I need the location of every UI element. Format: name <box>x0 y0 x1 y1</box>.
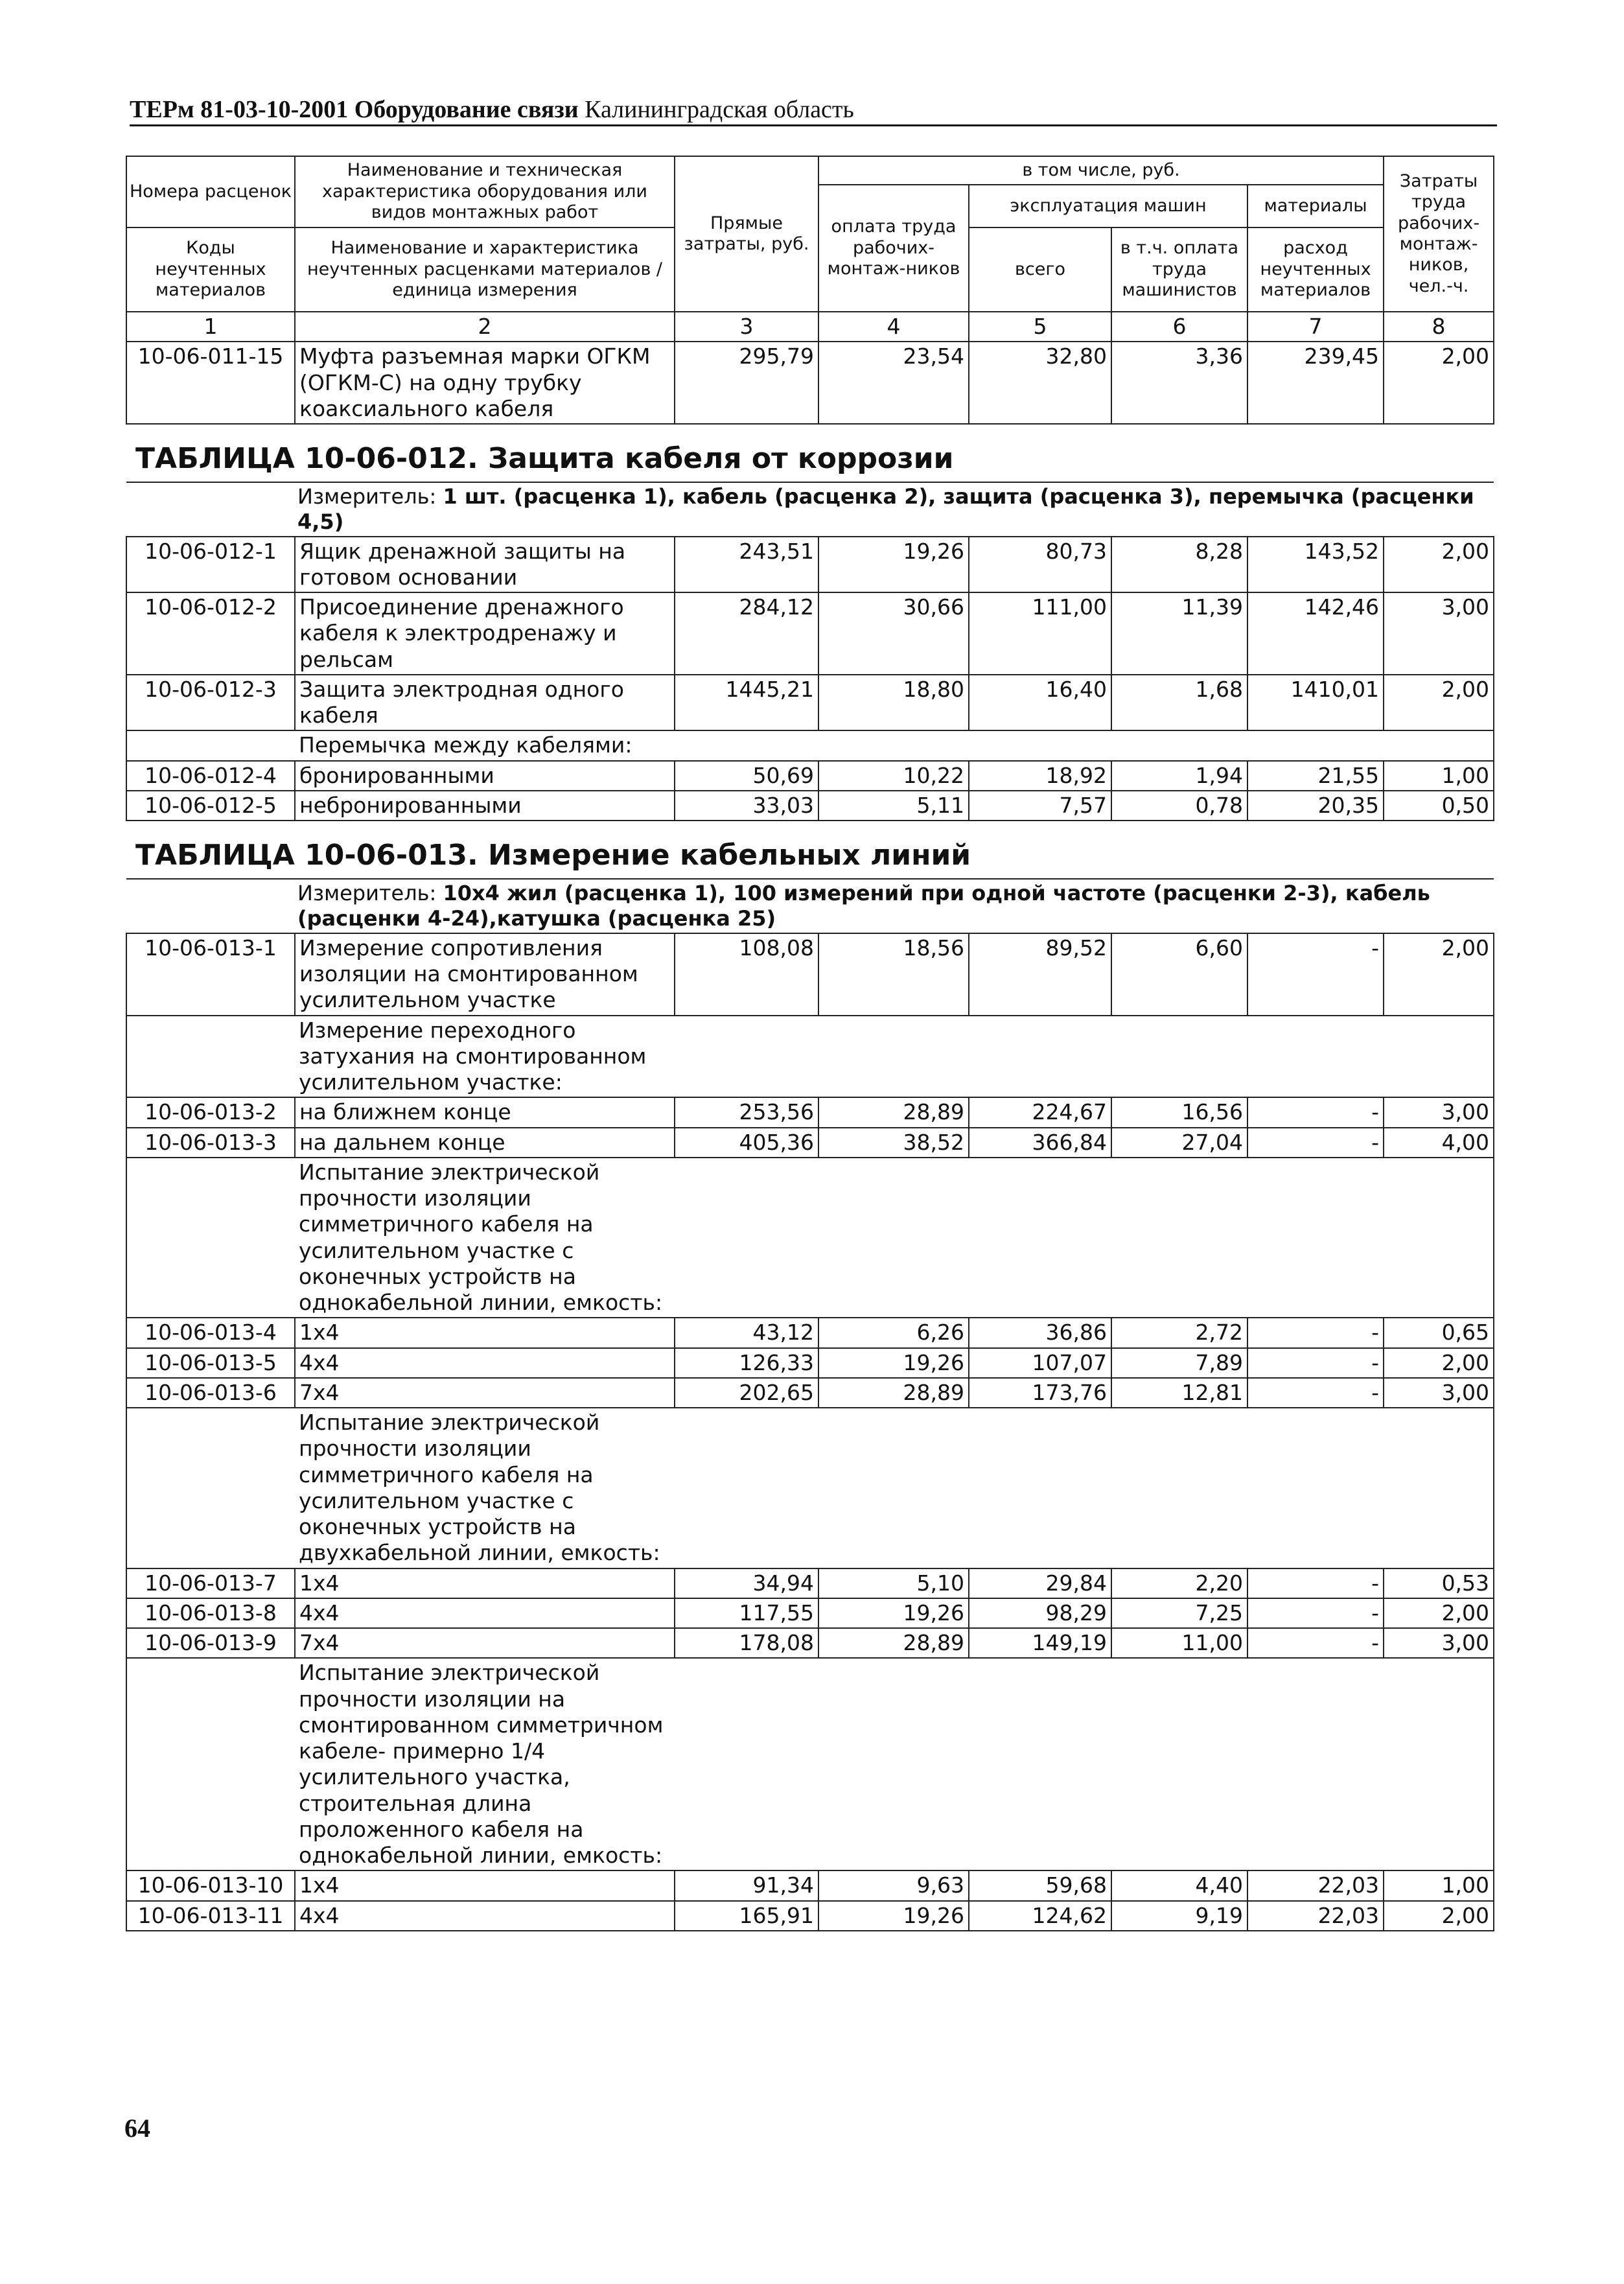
machine-cost: 149,19 <box>969 1628 1111 1658</box>
material-cost: - <box>1247 933 1384 1016</box>
table-row <box>126 761 1494 791</box>
labor-cost: 5,11 <box>818 791 969 821</box>
empty-cell <box>126 730 295 760</box>
work-name: 1х4 <box>295 1568 675 1598</box>
empty-cell <box>126 1016 295 1098</box>
col-oplata-header: оплата труда рабочих-монтаж-ников <box>818 185 969 312</box>
machine-cost: 29,84 <box>969 1568 1111 1598</box>
col-num: 3 <box>675 312 818 342</box>
material-cost: - <box>1247 1128 1384 1158</box>
table-row <box>126 1901 1494 1931</box>
table-row <box>126 1097 1494 1127</box>
labor-hours: 0,53 <box>1384 1568 1494 1598</box>
direct-cost: 165,91 <box>675 1901 818 1931</box>
labor-hours: 4,00 <box>1384 1128 1494 1158</box>
material-cost: 21,55 <box>1247 761 1384 791</box>
direct-cost: 284,12 <box>675 592 818 675</box>
col-ekspl-header: эксплуатация машин <box>969 185 1247 227</box>
work-name: небронированными <box>295 791 675 821</box>
table-row <box>126 1128 1494 1158</box>
machine-cost: 98,29 <box>969 1598 1111 1628</box>
col-kody-header: Коды неучтенных материалов <box>126 227 295 312</box>
labor-cost: 19,26 <box>818 1348 969 1378</box>
machinist-cost: 7,25 <box>1111 1598 1247 1628</box>
labor-cost: 28,89 <box>818 1628 969 1658</box>
direct-cost: 33,03 <box>675 791 818 821</box>
rate-code: 10-06-011-15 <box>126 342 295 424</box>
work-name: бронированными <box>295 761 675 791</box>
col-num: 7 <box>1247 312 1384 342</box>
empty-cell <box>126 1158 295 1318</box>
material-cost: - <box>1247 1318 1384 1347</box>
group-label-row <box>126 1658 1494 1870</box>
machine-cost: 89,52 <box>969 933 1111 1016</box>
measure-label: Измеритель: <box>297 484 443 509</box>
group-label-row <box>126 1158 1494 1318</box>
direct-cost: 34,94 <box>675 1568 818 1598</box>
region-name: Калининградская область <box>585 96 854 123</box>
column-numbers-row <box>126 312 1494 342</box>
table-row <box>126 933 1494 1016</box>
labor-cost: 19,26 <box>818 1598 969 1628</box>
material-cost: - <box>1247 1568 1384 1598</box>
labor-hours: 1,00 <box>1384 761 1494 791</box>
work-name: 1х4 <box>295 1870 675 1900</box>
col-nomera-header: Номера расценок <box>126 156 295 227</box>
machinist-cost: 11,39 <box>1111 592 1247 675</box>
material-cost: 1410,01 <box>1247 675 1384 731</box>
rate-code: 10-06-012-1 <box>126 537 295 593</box>
table-row <box>126 1628 1494 1658</box>
labor-cost: 9,63 <box>818 1870 969 1900</box>
labor-cost: 18,56 <box>818 933 969 1016</box>
labor-cost: 19,26 <box>818 537 969 593</box>
rate-code: 10-06-013-7 <box>126 1568 295 1598</box>
machine-cost: 111,00 <box>969 592 1111 675</box>
machinist-cost: 2,20 <box>1111 1568 1247 1598</box>
work-name: на ближнем конце <box>295 1097 675 1127</box>
labor-hours: 0,50 <box>1384 791 1494 821</box>
machine-cost: 107,07 <box>969 1348 1111 1378</box>
material-cost: 143,52 <box>1247 537 1384 593</box>
machinist-cost: 0,78 <box>1111 791 1247 821</box>
direct-cost: 243,51 <box>675 537 818 593</box>
material-cost: - <box>1247 1598 1384 1628</box>
material-cost: - <box>1247 1097 1384 1127</box>
direct-cost: 117,55 <box>675 1598 818 1628</box>
table-row <box>126 592 1494 675</box>
group-label: Испытание электрической прочности изоляции симметричного кабеля на усилительном участке с оконечных устройств на однокабельной линии, емкость: <box>299 1159 663 1316</box>
rate-code: 10-06-013-3 <box>126 1128 295 1158</box>
page-number: 64 <box>124 2114 150 2143</box>
direct-cost: 405,36 <box>675 1128 818 1158</box>
group-label: Перемычка между кабелями: <box>299 732 632 758</box>
rate-code: 10-06-013-9 <box>126 1628 295 1658</box>
empty-cell <box>126 1658 295 1870</box>
table-row <box>126 1378 1494 1408</box>
labor-hours: 2,00 <box>1384 933 1494 1016</box>
empty-cell <box>126 1408 295 1568</box>
material-cost: 142,46 <box>1247 592 1384 675</box>
machine-cost: 80,73 <box>969 537 1111 593</box>
measure-row <box>126 482 1494 537</box>
rate-code: 10-06-013-5 <box>126 1348 295 1378</box>
work-name: Муфта разъемная марки ОГКМ (ОГКМ-С) на одну трубку коаксиального кабеля <box>295 342 675 424</box>
labor-hours: 3,00 <box>1384 592 1494 675</box>
work-name: Измерение сопротивления изоляции на смонтированном усилительном участке <box>295 933 675 1016</box>
work-name: 1х4 <box>295 1318 675 1347</box>
table-row <box>126 1870 1494 1900</box>
rate-code: 10-06-013-8 <box>126 1598 295 1628</box>
machinist-cost: 16,56 <box>1111 1097 1247 1127</box>
table-row <box>126 342 1494 424</box>
table-row <box>126 1598 1494 1628</box>
material-cost: 20,35 <box>1247 791 1384 821</box>
table-row <box>126 1318 1494 1347</box>
rate-code: 10-06-013-4 <box>126 1318 295 1347</box>
machine-cost: 7,57 <box>969 791 1111 821</box>
rate-code: 10-06-012-5 <box>126 791 295 821</box>
table-row <box>126 537 1494 593</box>
work-name: Защита электродная одного кабеля <box>295 675 675 731</box>
measure-row <box>126 879 1494 933</box>
col-vtom-header: в том числе, руб. <box>818 156 1384 185</box>
direct-cost: 91,34 <box>675 1870 818 1900</box>
labor-cost: 28,89 <box>818 1097 969 1127</box>
machine-cost: 366,84 <box>969 1128 1111 1158</box>
work-name: 4х4 <box>295 1598 675 1628</box>
machinist-cost: 27,04 <box>1111 1128 1247 1158</box>
labor-cost: 23,54 <box>818 342 969 424</box>
table-row <box>126 791 1494 821</box>
material-cost: - <box>1247 1348 1384 1378</box>
rate-code: 10-06-013-2 <box>126 1097 295 1127</box>
measure-value: 10х4 жил (расценка 1), 100 измерений при одной частоте (расценки 2-3), кабель (расценки 4-24),катушка (расценка 25) <box>297 880 1430 931</box>
rate-code: 10-06-012-4 <box>126 761 295 791</box>
machine-cost: 59,68 <box>969 1870 1111 1900</box>
material-cost: - <box>1247 1628 1384 1658</box>
rate-code: 10-06-012-3 <box>126 675 295 731</box>
machinist-cost: 4,40 <box>1111 1870 1247 1900</box>
labor-hours: 2,00 <box>1384 342 1494 424</box>
group-label: Измерение переходного затухания на смонтированном усилительном участке: <box>299 1017 647 1095</box>
labor-cost: 18,80 <box>818 675 969 731</box>
machine-cost: 36,86 <box>969 1318 1111 1347</box>
machinist-cost: 11,00 <box>1111 1628 1247 1658</box>
labor-hours: 2,00 <box>1384 1598 1494 1628</box>
direct-cost: 108,08 <box>675 933 818 1016</box>
labor-cost: 10,22 <box>818 761 969 791</box>
rate-code: 10-06-013-11 <box>126 1901 295 1931</box>
col-naim1-header: Наименование и техническая характеристика оборудования или видов монтажных работ <box>295 156 675 227</box>
work-name: 7х4 <box>295 1378 675 1408</box>
labor-hours: 3,00 <box>1384 1378 1494 1408</box>
labor-hours: 3,00 <box>1384 1097 1494 1127</box>
machine-cost: 32,80 <box>969 342 1111 424</box>
labor-cost: 19,26 <box>818 1901 969 1931</box>
machinist-cost: 1,68 <box>1111 675 1247 731</box>
machine-cost: 124,62 <box>969 1901 1111 1931</box>
machinist-cost: 8,28 <box>1111 537 1247 593</box>
price-table <box>126 156 1494 1931</box>
machine-cost: 224,67 <box>969 1097 1111 1127</box>
machinist-cost: 12,81 <box>1111 1378 1247 1408</box>
table-title-row <box>126 821 1494 879</box>
work-name: на дальнем конце <box>295 1128 675 1158</box>
work-name: 4х4 <box>295 1901 675 1931</box>
direct-cost: 202,65 <box>675 1378 818 1408</box>
work-name: Присоединение дренажного кабеля к электродренажу и рельсам <box>295 592 675 675</box>
col-zatraty-header: Затраты труда рабочих-монтаж-ников, чел.-ч. <box>1384 156 1494 312</box>
group-label-row <box>126 730 1494 760</box>
group-label: Испытание электрической прочности изоляции на смонтированном симметричном кабеле- примерно 1/4 усилительного участка, строительная длина проложенного кабеля на однокабельной линии, емкость: <box>299 1660 664 1869</box>
col-vsego-header: всего <box>969 227 1111 312</box>
table-title-row <box>126 424 1494 482</box>
col-num: 1 <box>126 312 295 342</box>
machinist-cost: 6,60 <box>1111 933 1247 1016</box>
direct-cost: 178,08 <box>675 1628 818 1658</box>
machinist-cost: 2,72 <box>1111 1318 1247 1347</box>
rate-code: 10-06-013-10 <box>126 1870 295 1900</box>
group-label-row <box>126 1016 1494 1098</box>
machinist-cost: 7,89 <box>1111 1348 1247 1378</box>
col-vtch-header: в т.ч. оплата труда машинистов <box>1111 227 1247 312</box>
col-num: 8 <box>1384 312 1494 342</box>
material-cost: 239,45 <box>1247 342 1384 424</box>
machinist-cost: 9,19 <box>1111 1901 1247 1931</box>
machinist-cost: 1,94 <box>1111 761 1247 791</box>
labor-hours: 2,00 <box>1384 675 1494 731</box>
machine-cost: 173,76 <box>969 1378 1111 1408</box>
labor-hours: 2,00 <box>1384 537 1494 593</box>
labor-hours: 1,00 <box>1384 1870 1494 1900</box>
labor-cost: 30,66 <box>818 592 969 675</box>
group-label: Испытание электрической прочности изоляции симметричного кабеля на усилительном участке с оконечных устройств на двухкабельной линии, емкость: <box>299 1410 660 1566</box>
page-header <box>130 96 1497 126</box>
table-title: ТАБЛИЦА 10-06-013. Измерение кабельных линий <box>126 821 1494 879</box>
col-mater-header: материалы <box>1247 185 1384 227</box>
rate-code: 10-06-013-1 <box>126 933 295 1016</box>
labor-cost: 6,26 <box>818 1318 969 1347</box>
col-num: 6 <box>1111 312 1247 342</box>
col-num: 5 <box>969 312 1111 342</box>
machinist-cost: 3,36 <box>1111 342 1247 424</box>
col-pryamye-header: Прямые затраты, руб. <box>675 156 818 312</box>
work-name: 4х4 <box>295 1348 675 1378</box>
machine-cost: 16,40 <box>969 675 1111 731</box>
col-num: 2 <box>295 312 675 342</box>
table-row <box>126 1348 1494 1378</box>
direct-cost: 253,56 <box>675 1097 818 1127</box>
col-num: 4 <box>818 312 969 342</box>
labor-cost: 38,52 <box>818 1128 969 1158</box>
labor-hours: 3,00 <box>1384 1628 1494 1658</box>
labor-hours: 2,00 <box>1384 1901 1494 1931</box>
rate-code: 10-06-013-6 <box>126 1378 295 1408</box>
machine-cost: 18,92 <box>969 761 1111 791</box>
direct-cost: 50,69 <box>675 761 818 791</box>
direct-cost: 1445,21 <box>675 675 818 731</box>
measure-label: Измеритель: <box>297 880 443 905</box>
labor-cost: 28,89 <box>818 1378 969 1408</box>
direct-cost: 295,79 <box>675 342 818 424</box>
col-naim2-header: Наименование и характеристика неучтенных расценками материалов / единица измерения <box>295 227 675 312</box>
labor-hours: 2,00 <box>1384 1348 1494 1378</box>
table-title: ТАБЛИЦА 10-06-012. Защита кабеля от коррозии <box>126 424 1494 482</box>
material-cost: 22,03 <box>1247 1870 1384 1900</box>
material-cost: 22,03 <box>1247 1901 1384 1931</box>
rate-code: 10-06-012-2 <box>126 592 295 675</box>
labor-hours: 0,65 <box>1384 1318 1494 1347</box>
direct-cost: 126,33 <box>675 1348 818 1378</box>
col-rashod-header: расход неучтенных материалов <box>1247 227 1384 312</box>
table-row <box>126 675 1494 731</box>
document-code: ТЕРм 81-03-10-2001 Оборудование связи <box>130 96 579 123</box>
table-row <box>126 1568 1494 1598</box>
work-name: Ящик дренажной защиты на готовом основании <box>295 537 675 593</box>
group-label-row <box>126 1408 1494 1568</box>
material-cost: - <box>1247 1378 1384 1408</box>
measure-value: 1 шт. (расценка 1), кабель (расценка 2), защита (расценка 3), перемычка (расценки 4,5) <box>297 484 1474 534</box>
work-name: 7х4 <box>295 1628 675 1658</box>
labor-cost: 5,10 <box>818 1568 969 1598</box>
direct-cost: 43,12 <box>675 1318 818 1347</box>
